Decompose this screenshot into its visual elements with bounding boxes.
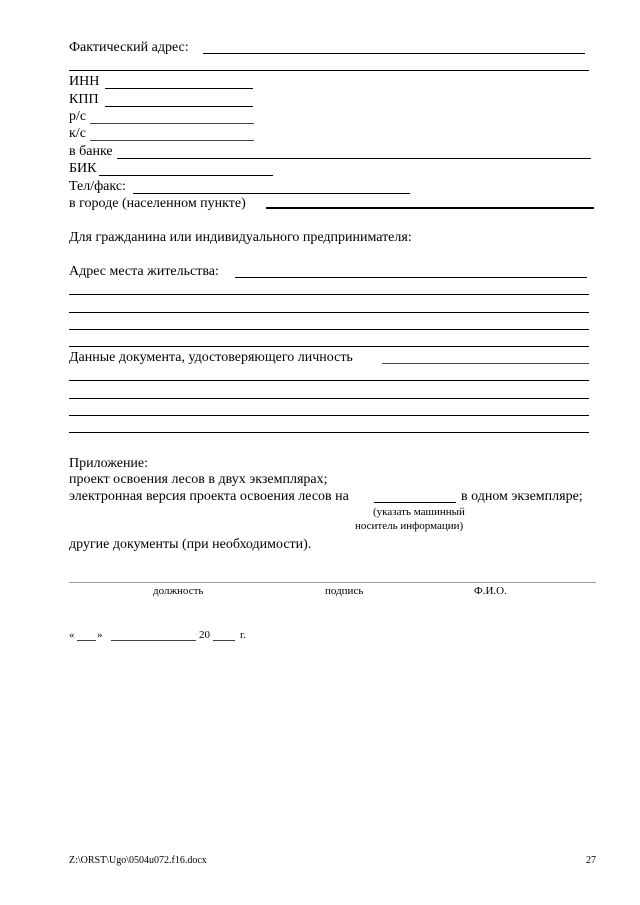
fact-address-line-2 bbox=[69, 70, 589, 71]
id-doc-line-4 bbox=[69, 415, 589, 416]
media-line bbox=[374, 502, 456, 503]
date-close-quote: » bbox=[97, 629, 103, 641]
attachment-item-2-suffix: в одном экземпляре; bbox=[461, 489, 583, 504]
residence-label: Адрес места жительства: bbox=[69, 264, 219, 279]
id-doc-line-5 bbox=[69, 432, 589, 433]
rs-line bbox=[90, 123, 254, 124]
phone-line bbox=[133, 193, 410, 194]
date-year-suffix: г. bbox=[240, 629, 247, 641]
kpp-label: КПП bbox=[69, 92, 99, 107]
date-month-line bbox=[111, 640, 196, 641]
id-doc-line-3 bbox=[69, 398, 589, 399]
footer-file-path: Z:\ORST\Ugo\0504u072.f16.docx bbox=[69, 855, 207, 866]
signature-line bbox=[69, 582, 596, 583]
sign-caption: подпись bbox=[325, 585, 364, 597]
media-note-line-1: (указать машинный bbox=[373, 506, 465, 518]
attachment-item-3: другие документы (при необходимости). bbox=[69, 537, 312, 552]
residence-line-4 bbox=[69, 329, 589, 330]
media-note-line-2: носитель информации) bbox=[355, 520, 464, 532]
date-day-line bbox=[77, 640, 96, 641]
position-caption: должность bbox=[153, 585, 204, 597]
date-open-quote: « bbox=[69, 629, 75, 641]
bank-label: в банке bbox=[69, 144, 113, 159]
id-doc-label: Данные документа, удостоверяющего личность bbox=[69, 350, 353, 365]
date-year-prefix: 20 bbox=[199, 629, 210, 641]
attachments-heading: Приложение: bbox=[69, 456, 149, 471]
bik-line bbox=[99, 175, 273, 176]
residence-line-3 bbox=[69, 312, 589, 313]
page-number: 27 bbox=[586, 855, 596, 866]
citizen-heading: Для гражданина или индивидуального предпринимателя: bbox=[69, 230, 412, 245]
id-doc-line bbox=[382, 363, 589, 364]
rs-label: р/с bbox=[69, 109, 87, 124]
name-caption: Ф.И.О. bbox=[474, 585, 507, 597]
ks-label: к/с bbox=[69, 126, 86, 141]
attachment-item-2-prefix: электронная версия проекта освоения лесов на bbox=[69, 489, 349, 504]
inn-label: ИНН bbox=[69, 74, 100, 89]
fact-address-label: Фактический адрес: bbox=[69, 40, 189, 55]
residence-line-2 bbox=[69, 294, 589, 295]
id-doc-line-2 bbox=[69, 380, 589, 381]
inn-line bbox=[105, 88, 253, 89]
attachment-item-1: проект освоения лесов в двух экземплярах; bbox=[69, 472, 328, 487]
bik-label: БИК bbox=[69, 161, 97, 176]
bank-line bbox=[117, 158, 591, 159]
residence-line bbox=[235, 277, 587, 278]
phone-label: Тел/факс: bbox=[69, 179, 126, 194]
fact-address-line bbox=[203, 53, 585, 54]
kpp-line bbox=[105, 106, 253, 107]
city-line bbox=[266, 207, 594, 209]
ks-line bbox=[90, 140, 254, 141]
residence-line-5 bbox=[69, 346, 589, 347]
date-year-line bbox=[213, 640, 235, 641]
city-label: в городе (населенном пункте) bbox=[69, 196, 246, 211]
